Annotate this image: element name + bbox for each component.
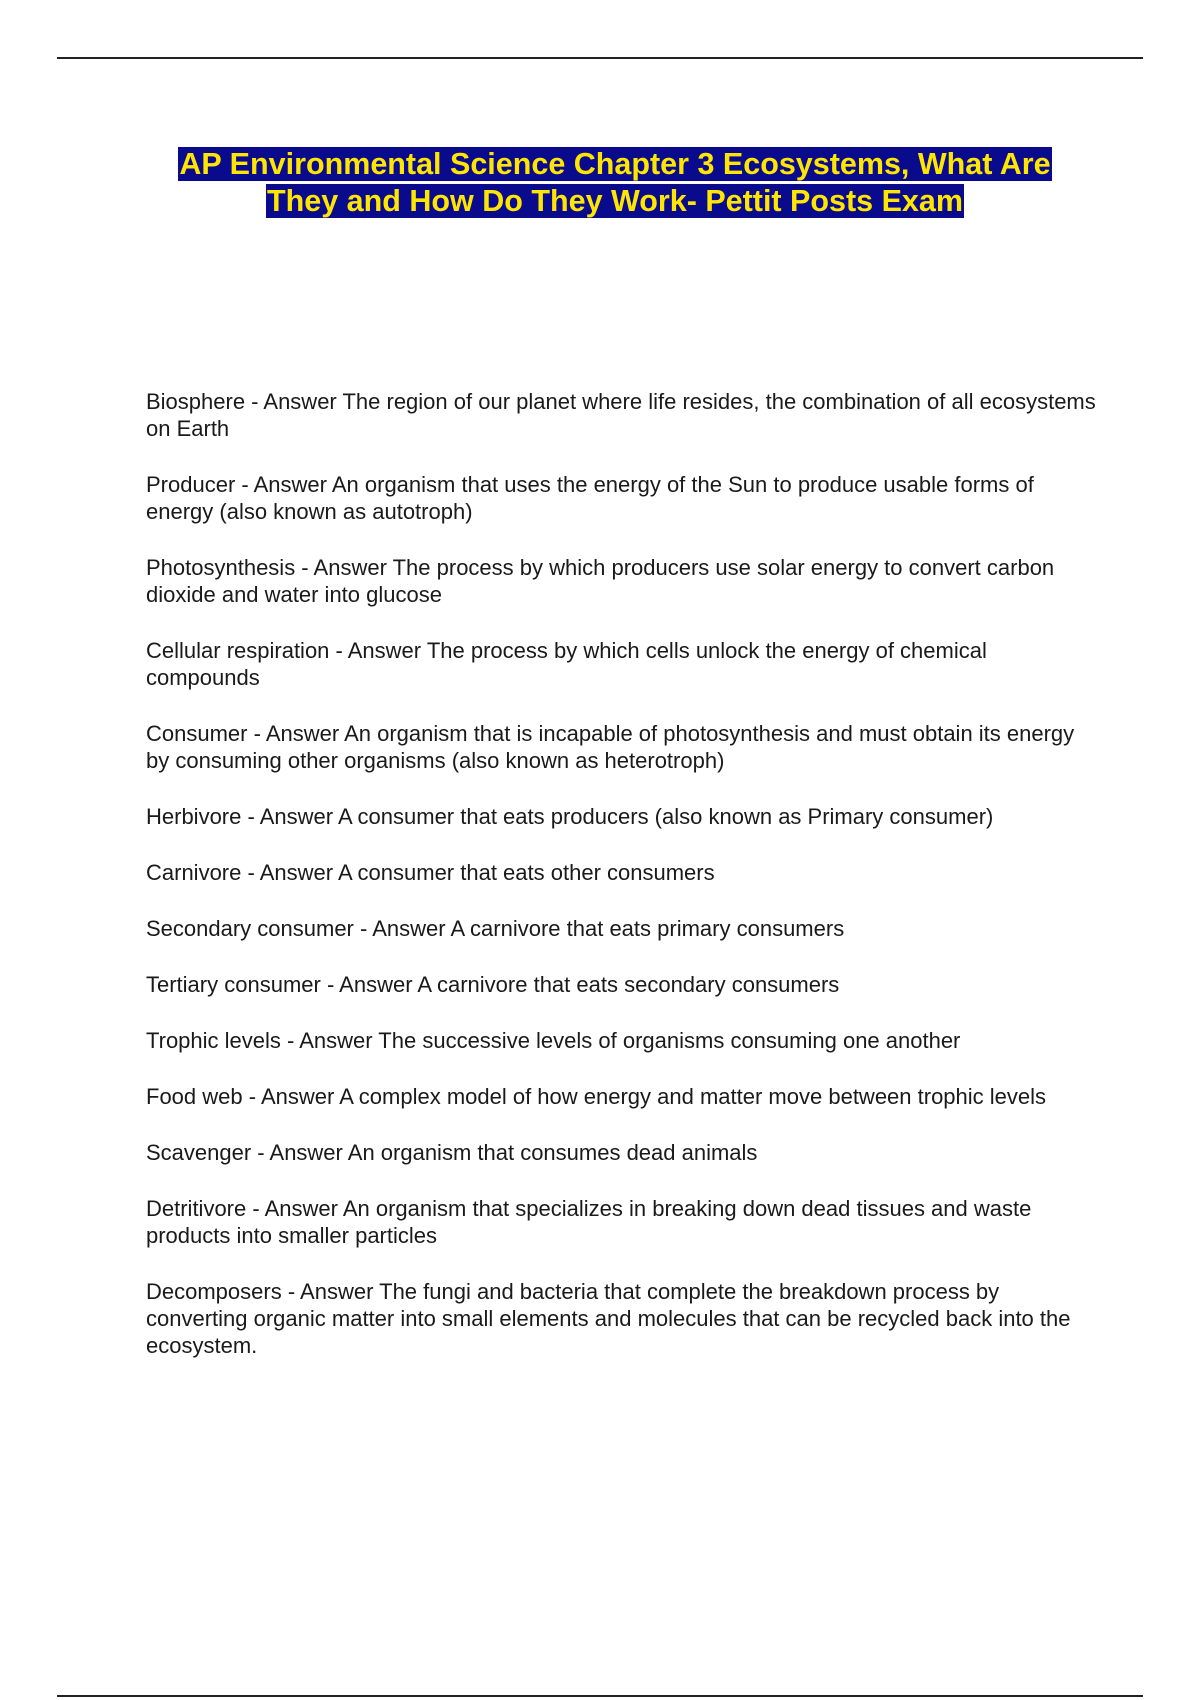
definition-item: Tertiary consumer - Answer A carnivore that eats secondary consumers bbox=[146, 972, 840, 997]
definition-item: Herbivore - Answer A consumer that eats producers (also known as Primary consumer) bbox=[146, 804, 994, 829]
definition-item: Decomposers - Answer The fungi and bacteria that complete the breakdown process by converting organic matter into small elements and molecules that can be recycled back into the ecosystem. bbox=[146, 1279, 1071, 1358]
definition-item: Detritivore - Answer An organism that specializes in breaking down dead tissues and waste products into smaller particles bbox=[146, 1196, 1032, 1248]
bottom-divider bbox=[57, 1695, 1143, 1697]
definition-item: Carnivore - Answer A consumer that eats other consumers bbox=[146, 860, 715, 885]
definition-item: Secondary consumer - Answer A carnivore that eats primary consumers bbox=[146, 916, 845, 941]
definition-item: Scavenger - Answer An organism that consumes dead animals bbox=[146, 1140, 758, 1165]
definition-item: Consumer - Answer An organism that is incapable of photosynthesis and must obtain its energy by consuming other organisms (also known as heterotroph) bbox=[146, 721, 1075, 773]
definition-item: Food web - Answer A complex model of how energy and matter move between trophic levels bbox=[146, 1084, 1047, 1109]
definition-item: Trophic levels - Answer The successive levels of organisms consuming one another bbox=[146, 1028, 961, 1053]
page-title bbox=[140, 146, 1090, 220]
page-title-text: AP Environmental Science Chapter 3 Ecosystems, What Are They and How Do They Work- Pettit Posts Exam bbox=[179, 147, 1051, 218]
definition-item: Cellular respiration - Answer The process by which cells unlock the energy of chemical compounds bbox=[146, 638, 987, 690]
definition-item: Biosphere - Answer The region of our planet where life resides, the combination of all ecosystems on Earth bbox=[146, 389, 1096, 441]
top-divider bbox=[57, 57, 1143, 59]
definition-item: Photosynthesis - Answer The process by which producers use solar energy to convert carbon dioxide and water into glucose bbox=[146, 555, 1055, 607]
definition-list bbox=[146, 388, 1096, 1388]
definition-item: Producer - Answer An organism that uses the energy of the Sun to produce usable forms of energy (also known as autotroph) bbox=[146, 472, 1034, 524]
